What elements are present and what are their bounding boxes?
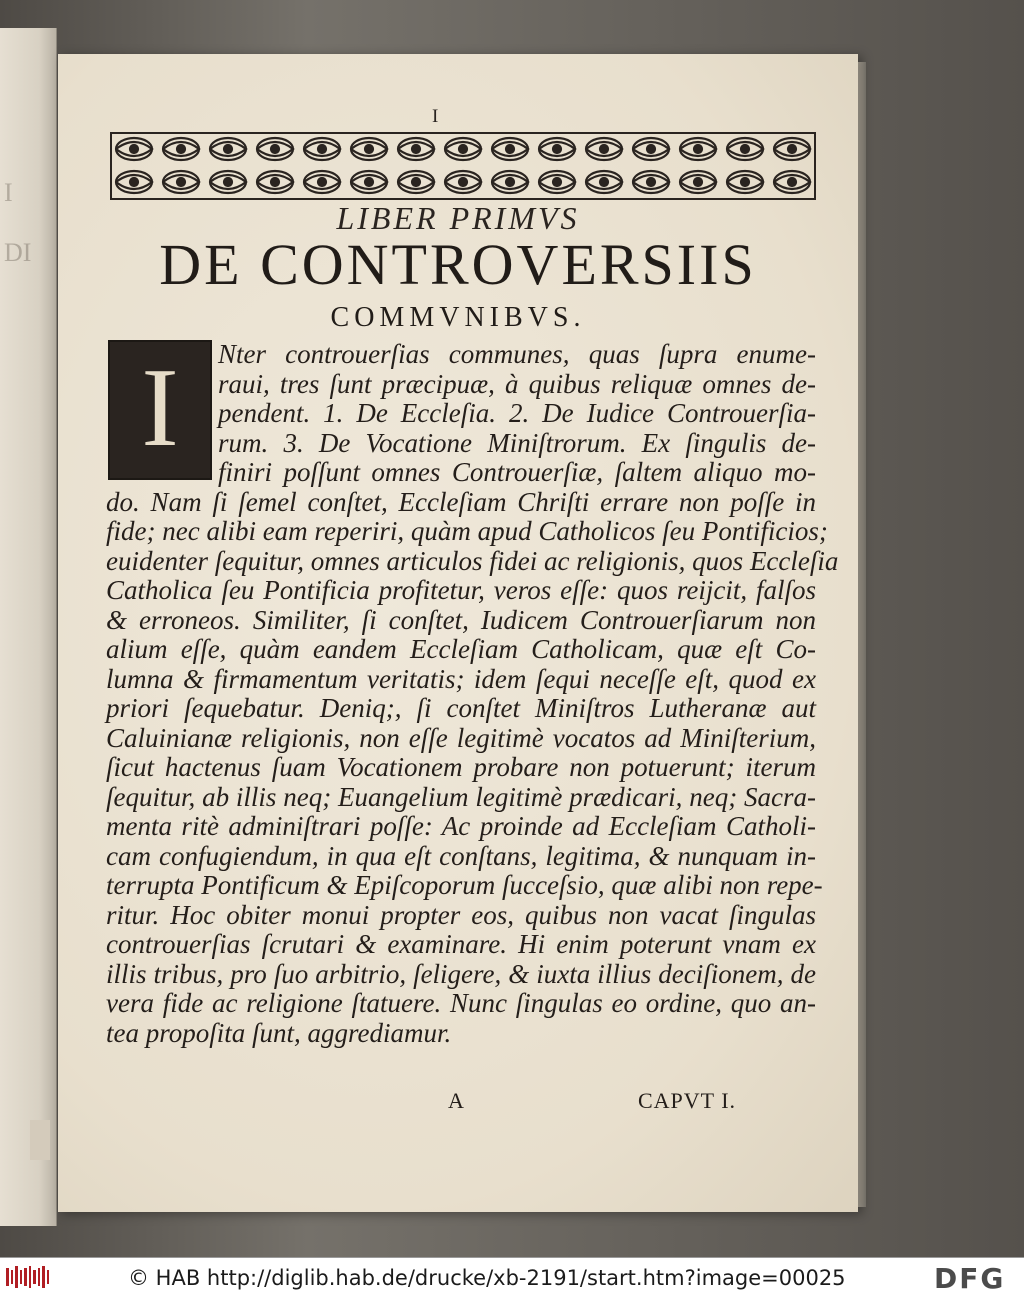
text-line: do. Nam ſi ſemel conſtet, Eccleſiam Chriſti errare non poſſe in: [106, 486, 816, 517]
page-tab: [30, 1120, 50, 1160]
page-subtitle: COMMVNIBVS.: [330, 302, 586, 333]
initial-letter: I: [141, 346, 179, 470]
text-line: Catholica ſeu Pontificia profitetur, veros eſſe: quos reijcit, falſos: [106, 575, 816, 605]
text-line: vera fide ac religione ſtatuere. Nunc ſingulas eo ordine, quo an-: [106, 988, 816, 1018]
text-line: terrupta Pontificum & Epiſcoporum ſucceſsio, quæ alibi non repe-: [106, 870, 823, 900]
copyright-url[interactable]: © HAB http://diglib.hab.de/drucke/xb-2191/start.htm?image=00025: [128, 1266, 846, 1290]
decorated-initial: [108, 340, 212, 480]
text-line: & erroneos. Similiter, ſi conſtet, Iudicem Controuerſiarum non: [106, 604, 816, 635]
text-line: Nter controuerſias communes, quas ſupra enume-: [218, 339, 816, 369]
text-line: ſicut hactenus ſuam Vocationem probare non potuerunt; iterum: [106, 752, 816, 782]
previous-page-edge: I DI: [0, 28, 57, 1226]
text-line: pendent. 1. De Eccleſia. 2. De Iudice Controuerſia-: [218, 398, 816, 428]
text-line: lumna & firmamentum veritatis; idem ſequi neceſſe eſt, quod ex: [106, 663, 816, 694]
liber-heading: LIBER PRIMVS: [336, 200, 580, 236]
text-line: priori ſequebatur. Deniq;, ſi conſtet Miniſtros Lutheranæ aut: [106, 693, 816, 723]
ornamental-headpiece: [110, 132, 816, 200]
book-page: [58, 54, 858, 1212]
hab-barcode-icon: [6, 1266, 50, 1288]
text-line: controuerſias ſcrutari & examinare. Hi enim poterunt vnam ex: [106, 929, 816, 959]
text-line: illis tribus, pro ſuo arbitrio, ſeligere, & iuxta illius deciſionem, de: [106, 958, 816, 989]
signature-mark: A: [448, 1088, 464, 1113]
body-text: [106, 339, 839, 1048]
text-line: euidenter ſequitur, omnes articulos fidei ac religionis, quos Eccleſia: [106, 545, 839, 576]
text-line: ritur. Hoc obiter monui propter eos, quibus non vacat ſingulas: [106, 899, 816, 930]
text-line: ſequitur, ab illis neq; Euangelium legitimè prædicari, neq; Sacra-: [106, 781, 816, 812]
footer-bar: [0, 1257, 1024, 1296]
dfg-logo: DFG: [934, 1262, 1006, 1295]
catchword: CAPVT I.: [638, 1088, 737, 1113]
page-title: DE CONTROVERSIIS: [159, 232, 757, 297]
text-line: rum. 3. De Vocatione Miniſtrorum. Ex ſingulis de-: [218, 427, 816, 458]
text-line: Caluinianæ religionis, non eſſe legitimè vocatos ad Miniſterium,: [106, 722, 816, 753]
text-line: menta ritè adminiſtrari poſſe: Ac proinde ad Eccleſiam Catholi-: [106, 811, 816, 841]
text-line: fide; nec alibi eam reperiri, quàm apud Catholicos ſeu Pontificios;: [106, 516, 828, 546]
page-fore-edge: [858, 62, 866, 1207]
folio-number: I: [432, 106, 439, 127]
text-line: tea propoſita ſunt, aggrediamur.: [106, 1017, 452, 1048]
text-line: finiri poſſunt omnes Controuerſiæ, ſaltem aliquo mo-: [218, 457, 816, 487]
text-line: alium eſſe, quàm eandem Eccleſiam Catholicam, quæ eſt Co-: [106, 634, 816, 664]
text-line: cam confugiendum, in qua eſt conſtans, legitima, & nunquam in-: [106, 840, 816, 871]
text-line: raui, tres ſunt præcipuæ, à quibus reliquæ omnes de-: [218, 368, 816, 399]
